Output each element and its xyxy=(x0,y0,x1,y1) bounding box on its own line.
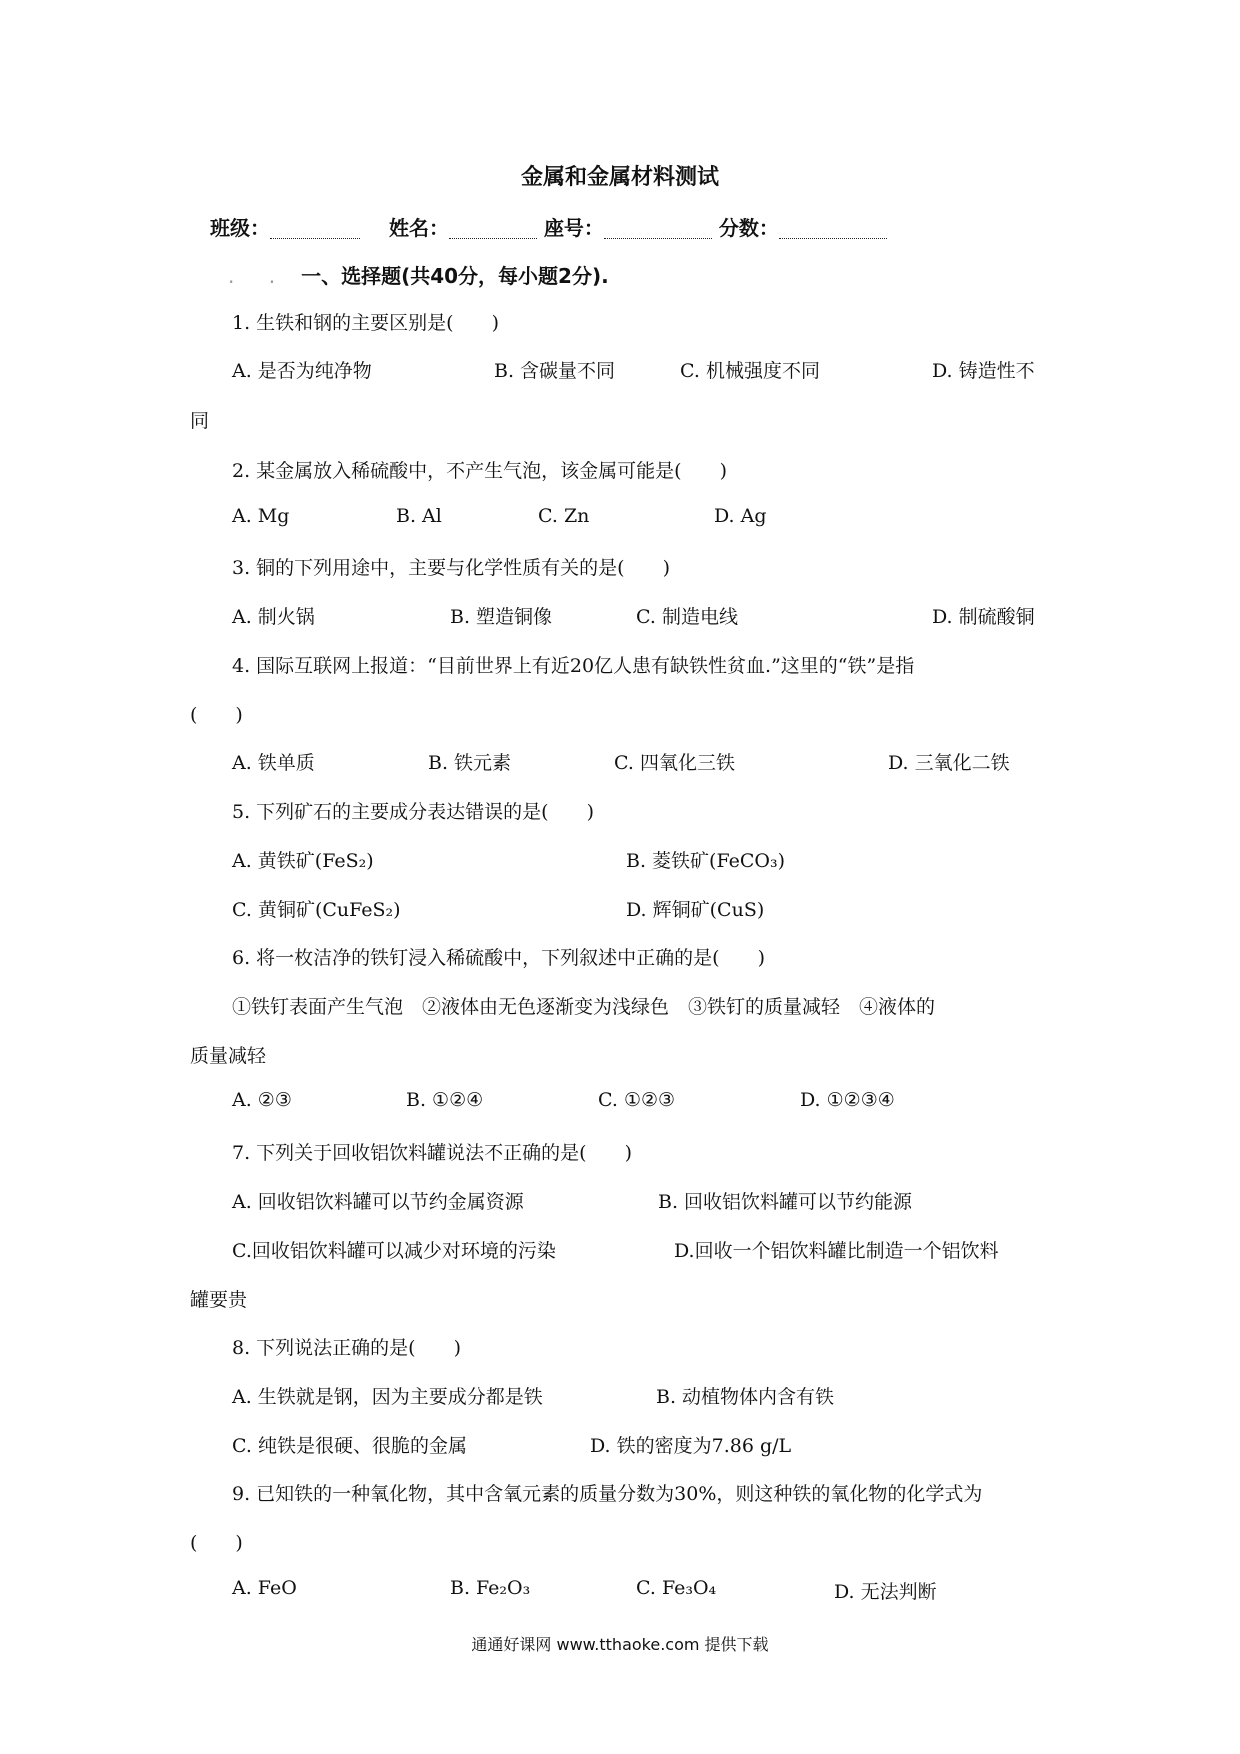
question-2-stem: 2. 某金属放入稀硫酸中，不产生气泡，该金属可能是( ) xyxy=(232,460,727,482)
q7-option-a: A. 回收铝饮料罐可以节约金属资源 xyxy=(232,1191,524,1213)
q1-option-c: C. 机械强度不同 xyxy=(680,360,820,382)
q9-stem-continuation: ( ) xyxy=(190,1532,243,1554)
q3-option-d: D. 制硫酸铜 xyxy=(932,606,1035,628)
page-title: 金属和金属材料测试 xyxy=(520,165,719,190)
q4-stem-continuation: ( ) xyxy=(190,704,243,726)
q6-option-b: B. ①②④ xyxy=(406,1089,484,1111)
q6-option-c: C. ①②③ xyxy=(598,1089,676,1111)
score-label: 分数： xyxy=(718,216,779,240)
question-4-stem: 4. 国际互联网上报道：“目前世界上有近20亿人患有缺铁性贫血.”这里的“铁”是指 xyxy=(232,655,915,677)
q2-option-c: C. Zn xyxy=(538,505,590,527)
name-label: 姓名： xyxy=(388,216,449,240)
q8-option-c: C. 纯铁是很硬、很脆的金属 xyxy=(232,1435,467,1457)
q7-option-d: D.回收一个铝饮料罐比制造一个铝饮料 xyxy=(674,1240,999,1262)
q5-option-b: B. 菱铁矿(FeCO₃) xyxy=(626,850,785,872)
q9-option-d: D. 无法判断 xyxy=(834,1581,937,1603)
q6-option-a: A. ②③ xyxy=(232,1089,292,1111)
q9-option-a: A. FeO xyxy=(232,1577,297,1599)
q8-option-d: D. 铁的密度为7.86 g/L xyxy=(590,1435,792,1457)
q5-option-c: C. 黄铜矿(CuFeS₂) xyxy=(232,899,401,921)
question-8-stem: 8. 下列说法正确的是( ) xyxy=(232,1337,461,1359)
seat-blank xyxy=(604,218,712,239)
q3-option-c: C. 制造电线 xyxy=(636,606,738,628)
q2-option-b: B. Al xyxy=(396,505,442,527)
q5-option-d: D. 辉铜矿(CuS) xyxy=(626,899,765,921)
seat-label: 座号： xyxy=(543,216,604,240)
q4-option-b: B. 铁元素 xyxy=(428,752,512,774)
score-blank xyxy=(779,218,887,239)
q4-option-c: C. 四氧化三铁 xyxy=(614,752,735,774)
page-footer: 通通好课网 www.tthaoke.com 提供下载 xyxy=(471,1635,769,1654)
section-heading xyxy=(228,260,609,289)
q1-option-a: A. 是否为纯净物 xyxy=(232,360,372,382)
section-title: 一、选择题(共40分，每小题2分). xyxy=(301,264,609,288)
q5-option-a: A. 黄铁矿(FeS₂) xyxy=(232,850,374,872)
q3-option-a: A. 制火锅 xyxy=(232,606,315,628)
student-info-fields xyxy=(210,212,887,241)
class-label: 班级： xyxy=(210,216,270,240)
q3-option-b: B. 塑造铜像 xyxy=(450,606,553,628)
q7-option-c: C.回收铝饮料罐可以减少对环境的污染 xyxy=(232,1240,556,1262)
q1-option-b: B. 含碳量不同 xyxy=(494,360,616,382)
question-1-stem: 1. 生铁和钢的主要区别是( ) xyxy=(232,312,499,334)
q4-option-d: D. 三氧化二铁 xyxy=(888,752,1010,774)
q2-option-d: D. Ag xyxy=(714,505,767,527)
q9-option-b: B. Fe₂O₃ xyxy=(450,1577,531,1599)
q9-option-c: C. Fe₃O₄ xyxy=(636,1577,717,1599)
question-7-stem: 7. 下列关于回收铝饮料罐说法不正确的是( ) xyxy=(232,1142,632,1164)
q8-option-a: A. 生铁就是钢，因为主要成分都是铁 xyxy=(232,1386,543,1408)
question-3-stem: 3. 铜的下列用途中，主要与化学性质有关的是( ) xyxy=(232,557,670,579)
question-9-stem: 9. 已知铁的一种氧化物，其中含氧元素的质量分数为30%，则这种铁的氧化物的化学式为 xyxy=(232,1483,983,1505)
class-blank xyxy=(270,218,360,239)
q8-option-b: B. 动植物体内含有铁 xyxy=(656,1386,835,1408)
q1-option-d: D. 铸造性不 xyxy=(932,360,1035,382)
question-6-stem: 6. 将一枚洁净的铁钉浸入稀硫酸中，下列叙述中正确的是( ) xyxy=(232,947,765,969)
q7-option-b: B. 回收铝饮料罐可以节约能源 xyxy=(658,1191,913,1213)
q6-statement: ①铁钉表面产生气泡 ②液体由无色逐渐变为浅绿色 ③铁钉的质量减轻 ④液体的 xyxy=(232,996,936,1018)
section-dots: . . xyxy=(228,264,290,288)
name-blank xyxy=(449,218,537,239)
q7-continuation: 罐要贵 xyxy=(190,1289,248,1311)
q2-option-a: A. Mg xyxy=(232,505,290,527)
q6-option-d: D. ①②③④ xyxy=(800,1089,895,1111)
q1-continuation: 同 xyxy=(190,410,210,432)
q4-option-a: A. 铁单质 xyxy=(232,752,315,774)
q6-statement-continuation: 质量减轻 xyxy=(190,1045,267,1067)
question-5-stem: 5. 下列矿石的主要成分表达错误的是( ) xyxy=(232,801,594,823)
